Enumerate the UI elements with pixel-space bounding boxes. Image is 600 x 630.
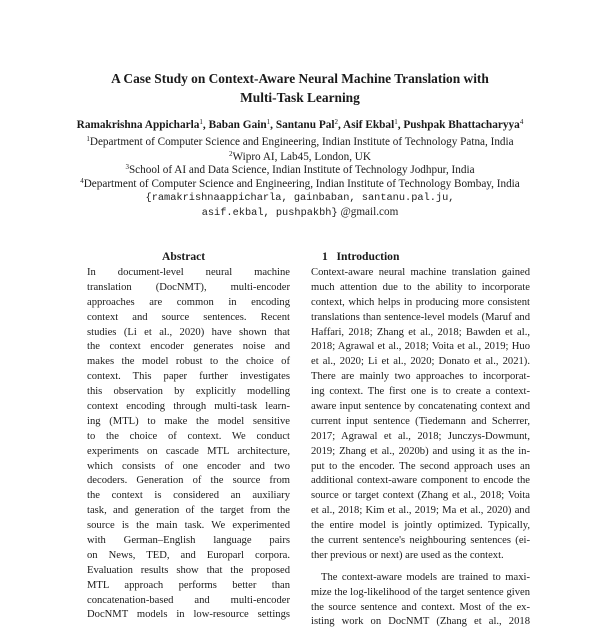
text-line: current input sentence (Tiedemann and Scherrer,: [311, 415, 530, 427]
text-line: In document-level neural machine: [87, 267, 290, 278]
text-line: ing (MTL) to make the model sensitive: [87, 415, 290, 427]
text-line: the context encoder generates noise and: [87, 341, 290, 353]
text-line: source is the main task. We experimented: [87, 520, 290, 532]
text-line: et al., 2020; Li et al., 2020; Donato et al., 2021).: [311, 356, 530, 368]
paper-title: [40, 69, 560, 107]
text-line: Evaluation results show that the proposed: [87, 564, 290, 576]
text-line: 2019; Zhang et al., 2020b) and using it as the in-: [311, 445, 530, 457]
text-line: 2018; Agrawal et al., 2018; Voita et al., 2019; Huo: [311, 341, 530, 353]
author-sup: 4: [519, 118, 524, 126]
text-line: to the choice of context. We conduct: [87, 430, 290, 442]
author-sup: 2: [334, 118, 339, 126]
text-line: decoders. Generation of the source from: [87, 475, 290, 487]
text-line: put to the encoder. The second approach uses an: [311, 460, 530, 472]
text-line: context. This paper further investigates: [87, 371, 290, 383]
introduction-body: [311, 266, 530, 630]
text-line: this observation by explicitly modelling: [87, 386, 290, 398]
text-line: ing context. The first one is to create a context-: [311, 386, 530, 398]
affiliation-sup: 3: [125, 163, 129, 171]
text-line: the source sentence and context. Most of the ex-: [311, 601, 530, 613]
affiliation-sup: 2: [229, 150, 233, 158]
text-line: studies (Li et al., 2020) have shown that: [87, 326, 290, 338]
text-line: with German–English language pairs: [87, 535, 290, 547]
author-name: Pushpak Bhattacharyya: [403, 119, 520, 131]
text-line: DocNMT models in low-resource settings: [87, 609, 290, 621]
text-line: Haffari, 2018; Zhang et al., 2018; Bawden et al.,: [311, 326, 530, 338]
text-line: concatenation-based and multi-encoder: [87, 594, 290, 606]
author-sup: 1: [266, 118, 271, 126]
text-line: context encoding through multi-task learn-: [87, 401, 290, 413]
email-domain: @gmail.com: [337, 206, 399, 218]
text-line: the context is considered an auxiliary: [87, 490, 290, 502]
abstract-body: [87, 266, 290, 623]
abstract-heading: Abstract: [162, 250, 206, 263]
author-list: Ramakrishna Appicharla$^1$, Baban Gain$^1$, Santanu Pal$^2$, Asif Ekbal$^1$, Pushpak Bhattacharyya$^4$: [76, 118, 524, 131]
intro-paragraph-1: [311, 266, 530, 564]
affiliation: [10, 177, 590, 190]
text-line: on News, TED, and Europarl corpora.: [87, 549, 290, 561]
text-line: source or target context (Zhang et al., 2018; Voita: [311, 490, 530, 502]
text-line: aware input sentence by concatenating context and: [311, 401, 530, 413]
text-line: 2017; Agrawal et al., 2018; Junczys-Dowmunt,: [311, 430, 530, 442]
section-number: 1: [322, 250, 328, 263]
introduction-heading: [322, 250, 399, 263]
author-sup: 1: [394, 118, 398, 126]
affiliation: [10, 163, 590, 176]
text-line: translation (DocNMT), multi-encoder: [87, 281, 290, 293]
intro-paragraph-2: [311, 571, 530, 630]
affiliation: [10, 135, 590, 148]
abstract-paragraph: [87, 266, 290, 623]
affiliation: [10, 150, 590, 163]
text-line: approaches are common in encoding: [87, 296, 290, 308]
text-line: mize the log-likelihood of the target sentence given: [311, 586, 530, 598]
text-line: which consists of one encoder and two: [87, 460, 290, 472]
affiliation-text: School of AI and Data Science, Indian Institute of Technology Jodhpur, India: [128, 164, 475, 176]
text-line: makes the model robust to the choice of: [87, 356, 290, 368]
affiliation-sup: 4: [80, 177, 84, 185]
text-line: the entire model is jointly optimized. Typically,: [311, 520, 530, 532]
text-line: Context-aware neural machine translation gained: [311, 267, 530, 278]
affiliation-text: Department of Computer Science and Engineering, Indian Institute of Technology Bombay, India: [83, 178, 520, 190]
text-line: The context-aware models are trained to maxi-: [321, 571, 530, 583]
email-line: [10, 206, 590, 219]
text-line: et al., 2018; Kim et al., 2019; Ma et al., 2020) and: [311, 505, 530, 517]
text-line: There are mainly two approaches to incorporat-: [311, 371, 530, 383]
text-line: isting work on DocNMT (Zhang et al., 2018: [311, 616, 530, 628]
text-line: task, and generation of the target from the: [87, 505, 290, 517]
text-line: context, which helps in producing more consistent: [311, 296, 530, 308]
section-title: Introduction: [336, 250, 400, 263]
title-line-2: Multi-Task Learning: [240, 90, 360, 105]
author-name: Ramakrishna Appicharla: [76, 119, 200, 131]
title-line-1: A Case Study on Context-Aware Neural Machine Translation with: [111, 71, 489, 86]
text-line: MTL approach performs better than: [87, 579, 290, 591]
text-line: the current sentence's neighbouring sentences (ei-: [311, 535, 530, 547]
affiliation-text: Wipro AI, Lab45, London, UK: [232, 151, 371, 163]
text-line: context and source sentences. Recent: [87, 311, 290, 323]
text-line: ther previous or next) are used as the context.: [311, 549, 504, 561]
author-name: Baban Gain: [208, 119, 267, 131]
affiliation-text: Department of Computer Science and Engineering, Indian Institute of Technology Patna, India: [89, 136, 514, 148]
affiliation-sup: 1: [86, 135, 90, 143]
text-line: translations than sentence-level models (Maruf and: [311, 311, 530, 323]
text-line: experiments on cascade MTL architecture,: [87, 445, 290, 457]
author-sup: 1: [199, 118, 203, 126]
email-handles: asif.ekbal, pushpakbh}: [201, 207, 338, 219]
author-name: Asif Ekbal: [343, 119, 395, 131]
author-name: Santanu Pal: [275, 119, 335, 131]
text-line: much attention due to the ability to incorporate: [311, 281, 530, 293]
text-line: additional context-aware component to encode the: [311, 475, 530, 487]
email-line: {ramakrishnaappicharla, gainbaban, santanu.pal.ju,: [145, 192, 455, 204]
